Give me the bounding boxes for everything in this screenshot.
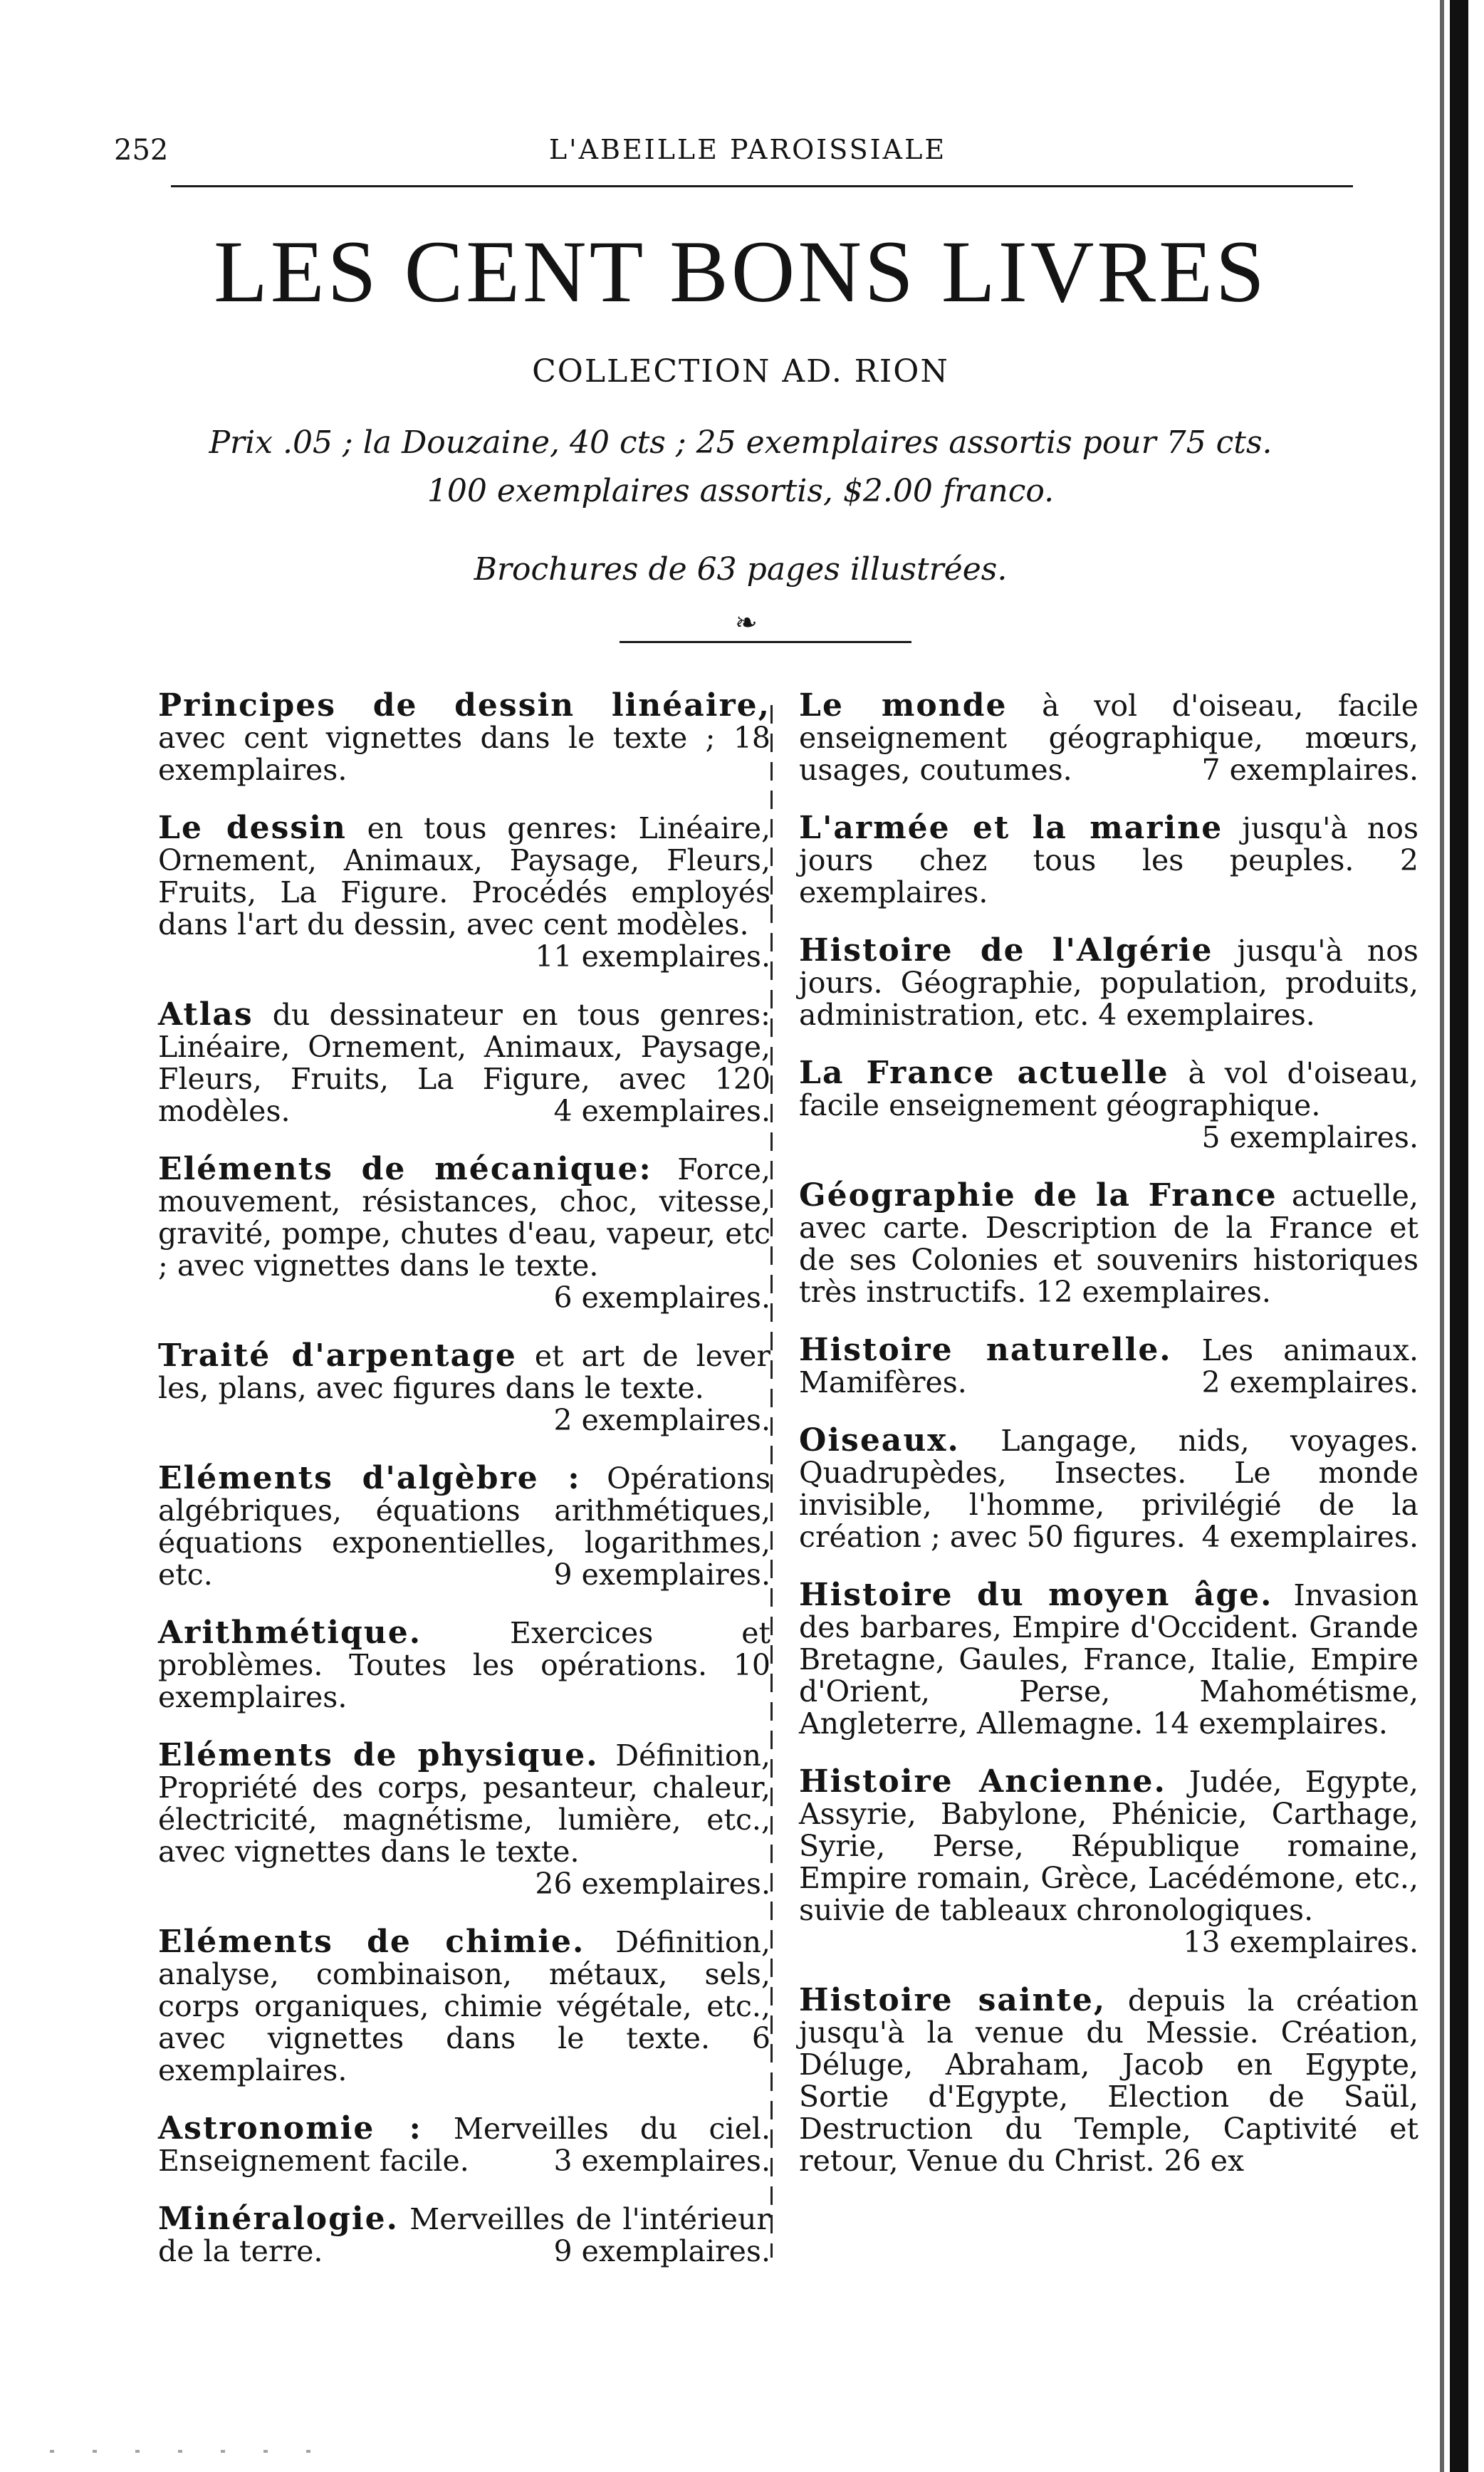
book-title: Astronomie : <box>158 2110 422 2147</box>
book-description: Les animaux. Mamifères. <box>799 1333 1418 1399</box>
book-entry <box>799 1179 1418 1308</box>
header-rule <box>171 185 1353 187</box>
book-title: Eléments d'algèbre : <box>158 1460 581 1496</box>
book-title: Histoire sainte, <box>799 1982 1107 2018</box>
book-entry <box>158 1617 770 1714</box>
book-title: Oiseaux. <box>799 1422 960 1459</box>
copies-count: 6 exemplaires. <box>553 1281 770 1315</box>
book-description: Exercices et problèmes. Toutes les opérations. 10 exemplaires. <box>158 1616 770 1714</box>
book-description: Merveilles de l'intérieur de la terre. <box>158 2202 770 2268</box>
book-entry <box>158 1337 770 1437</box>
brochures-line: Brochures de 63 pages illustrées. <box>474 551 1008 588</box>
copies-count: 2 exemplaires. <box>1201 1365 1418 1399</box>
page-title: LES CENT BONS LIVRES <box>214 223 1268 320</box>
book-entry <box>158 1462 770 1591</box>
book-entry <box>799 1424 1418 1553</box>
book-description: jusqu'à nos jours. Géographie, population, produits, administration, etc. 4 exemplaires. <box>799 934 1418 1032</box>
page-edge-bar <box>1450 0 1468 2472</box>
book-title: Arithmétique. <box>158 1615 422 1651</box>
book-description: et art de lever les, plans, avec figures dans le texte. <box>158 1339 770 1405</box>
copies-count: 5 exemplaires. <box>1201 1120 1418 1154</box>
copies-count: 9 exemplaires. <box>553 1558 770 1592</box>
book-title: Principes de dessin linéaire, <box>158 687 770 724</box>
price-line-1: Prix .05 ; la Douzaine, 40 cts ; 25 exemplaires assortis pour 75 cts. <box>209 424 1273 461</box>
copies-count: 9 exemplaires. <box>553 2234 770 2268</box>
book-title: Histoire du moyen âge. <box>799 1577 1273 1613</box>
title-rule <box>620 641 911 643</box>
book-title: Atlas <box>158 996 254 1033</box>
book-entry <box>799 1984 1418 2177</box>
copies-count: 3 exemplaires. <box>553 2144 770 2178</box>
right-column <box>799 689 1418 2203</box>
book-entry <box>799 1579 1418 1740</box>
book-description: à vol d'oiseau, facile enseignement géographique. <box>799 1056 1418 1122</box>
book-entry <box>158 1926 770 2087</box>
book-description: en tous genres: Linéaire, Ornement, Animaux, Paysage, Fleurs, Fruits, La Figure. Procédés employés dans l'art du dessin, avec cent modèles. <box>158 811 770 942</box>
book-title: La France actuelle <box>799 1055 1169 1091</box>
copies-count: 7 exemplaires. <box>1201 753 1418 787</box>
book-description: depuis la création jusqu'à la venue du Messie. Création, Déluge, Abraham, Jacob en Egypte, Sortie d'Egypte, Election de Saül, Destruction du Temple, Captivité et retour, Venue du Christ. 26 ex <box>799 1983 1418 2178</box>
book-entry <box>158 2203 770 2268</box>
book-description: Merveilles du ciel. Enseignement facile. <box>158 2112 770 2178</box>
book-entry <box>799 689 1418 786</box>
book-description: jusqu'à nos jours chez tous les peuples. 2 exemplaires. <box>799 811 1418 909</box>
book-title: Minéralogie. <box>158 2201 399 2237</box>
book-title: L'armée et la marine <box>799 810 1223 846</box>
copies-count: 26 exemplaires. <box>535 1867 770 1901</box>
book-description: avec cent vignettes dans le texte ; 18 exemplaires. <box>158 721 770 787</box>
book-description: à vol d'oiseau, facile enseignement géographique, mœurs, usages, coutumes. <box>799 689 1418 787</box>
book-entry <box>799 934 1418 1031</box>
book-title: Eléments de chimie. <box>158 1924 585 1960</box>
left-column <box>158 689 770 2293</box>
book-description: du dessinateur en tous genres: Linéaire, Ornement, Animaux, Paysage, Fleurs, Fruits, La Figure, avec 120 modèles. <box>158 998 770 1128</box>
book-title: Le monde <box>799 687 1008 724</box>
book-description: Définition, analyse, combinaison, métaux, sels, corps organiques, chimie végétale, etc., avec vignettes dans le texte. 6 exemplaires. <box>158 1925 770 2087</box>
running-title: L'ABEILLE PAROISSIALE <box>548 134 947 165</box>
book-title: Eléments de mécanique: <box>158 1151 652 1187</box>
book-title: Histoire Ancienne. <box>799 1763 1166 1800</box>
book-title: Histoire de l'Algérie <box>799 932 1213 969</box>
book-entry <box>799 1763 1418 1959</box>
book-entry <box>158 689 770 786</box>
book-description: Judée, Egypte, Assyrie, Babylone, Phénicie, Carthage, Syrie, Perse, République romaine, Empire romain, Grèce, Lacédémone, etc., suivie de tableaux chronologiques. <box>799 1765 1418 1927</box>
book-entry <box>158 998 770 1127</box>
price-line-2: 100 exemplaires assortis, $2.00 franco. <box>427 473 1055 509</box>
book-description: Définition, Propriété des corps, pesanteur, chaleur, électricité, magnétisme, lumière, etc., avec vignettes dans le texte. <box>158 1738 770 1869</box>
book-description: Langage, nids, voyages. Quadrupèdes, Insectes. Le monde invisible, l'homme, privilégié de la création ; avec 50 figures. <box>799 1424 1418 1554</box>
page-edge-shadow <box>1440 0 1444 2472</box>
book-entry <box>158 1153 770 1314</box>
page-number: 252 <box>114 134 169 167</box>
copies-count: 13 exemplaires. <box>1183 1925 1418 1959</box>
book-title: Histoire naturelle. <box>799 1332 1172 1368</box>
book-description: Force, mouvement, résistances, choc, vitesse, gravité, pompe, chutes d'eau, vapeur, etc ; avec vignettes dans le texte. <box>158 1152 770 1283</box>
book-title: Eléments de physique. <box>158 1737 599 1773</box>
footer-marks <box>50 2450 335 2453</box>
book-description: Opérations algébriques, équations arithmétiques, équations exponentielles, logarithmes, etc. <box>158 1461 770 1592</box>
ornament-icon: ❧ <box>735 607 758 638</box>
column-divider <box>770 705 773 2258</box>
copies-count: 11 exemplaires. <box>535 939 770 974</box>
book-title: Géographie de la France <box>799 1177 1277 1214</box>
collection-subtitle: COLLECTION AD. RION <box>532 353 949 390</box>
copies-count: 2 exemplaires. <box>553 1403 770 1437</box>
book-description: actuelle, avec carte. Description de la France et de ses Colonies et souvenirs historiques très instructifs. 12 exemplaires. <box>799 1179 1418 1309</box>
book-entry <box>799 1334 1418 1399</box>
book-description: Invasion des barbares, Empire d'Occident. Grande Bretagne, Gaules, France, Italie, Empire d'Orient, Perse, Mahométisme, Angleterre, Allemagne. 14 exemplaires. <box>799 1578 1418 1741</box>
copies-count: 4 exemplaires. <box>553 1094 770 1128</box>
book-entry <box>158 1739 770 1900</box>
book-title: Traité d'arpentage <box>158 1337 517 1374</box>
book-entry <box>158 812 770 973</box>
book-entry <box>799 812 1418 909</box>
book-entry <box>799 1057 1418 1154</box>
copies-count: 4 exemplaires. <box>1201 1520 1418 1554</box>
book-title: Le dessin <box>158 810 347 846</box>
book-entry <box>158 2112 770 2177</box>
